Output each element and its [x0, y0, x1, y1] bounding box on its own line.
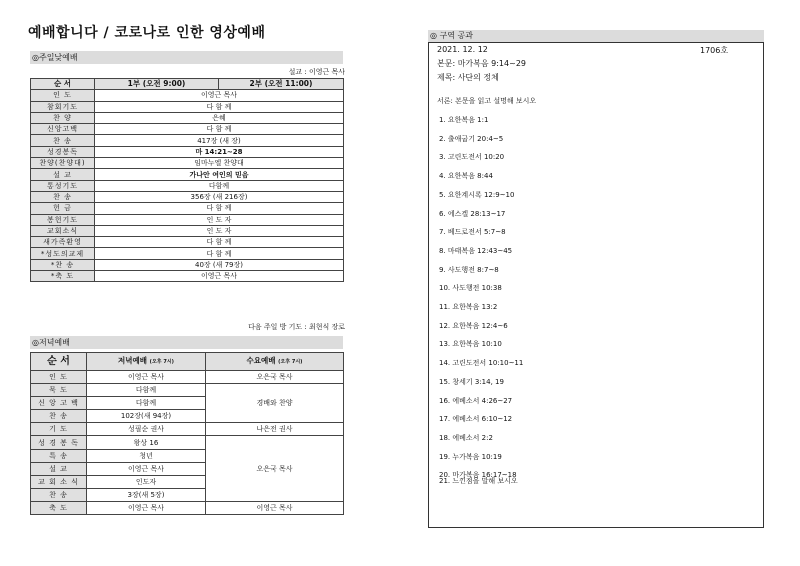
row-label: 교 회 소 식: [31, 475, 87, 488]
row-label: 통성기도: [31, 180, 95, 191]
row-label: 찬 송: [31, 488, 87, 501]
evening-cell: 다함께: [87, 397, 206, 410]
evening-cell: 인도자: [87, 475, 206, 488]
evening-cell: 다함께: [87, 384, 206, 397]
evening-cell: 102장(새 94장): [87, 410, 206, 423]
table-row: [31, 180, 344, 191]
list-item: 16. 에베소서 4:26~27: [439, 396, 513, 405]
row-label: 찬 송: [31, 135, 95, 146]
wednesday-cell: 이영근 목사: [206, 501, 344, 514]
study-date: 2021. 12. 12: [437, 45, 488, 54]
table-row: [31, 112, 344, 123]
list-item: 13. 요한복음 10:10: [439, 340, 502, 349]
row-value: 다함께: [95, 180, 344, 191]
list-item: 14. 고린도전서 10:10~11: [439, 359, 524, 368]
wednesday-cell: 나은전 권사: [206, 423, 344, 436]
row-label: 헌 금: [31, 203, 95, 214]
row-label: 묵 도: [31, 384, 87, 397]
row-label: 찬 양: [31, 112, 95, 123]
row-value: 이영근 목사: [95, 271, 344, 282]
row-value: 다 함 께: [95, 101, 344, 112]
row-label: 신 앙 고 백: [31, 397, 87, 410]
table-row: [31, 169, 344, 180]
final-question: 21. 느낀점을 말해 보시오: [439, 477, 518, 485]
evening-title: 저녁예배: [118, 356, 148, 365]
wednesday-cell: 오은국 목사: [206, 436, 344, 501]
row-value: 다 함 께: [95, 203, 344, 214]
table-row: [31, 191, 344, 202]
list-item: 10. 사도행전 10:38: [439, 284, 502, 293]
row-value: 다 함 께: [95, 237, 344, 248]
header-first-service: 1부 (오전 9:00): [95, 79, 219, 90]
wednesday-title: 수요예배: [246, 356, 276, 365]
table-row: [31, 271, 344, 282]
row-value: 417장 (새 장): [95, 135, 344, 146]
preacher-line: 설교 : 이영근 목사: [288, 68, 345, 76]
evening-cell: 청년: [87, 449, 206, 462]
morning-section-header: ◎주일낮예배: [30, 51, 343, 64]
wednesday-time: (오후 7시): [278, 359, 303, 365]
row-value: 이영근 목사: [95, 90, 344, 101]
table-row: [31, 146, 344, 157]
study-instruction: 서론: 본문을 읽고 설명해 보시오: [437, 97, 537, 105]
row-label: 축 도: [31, 501, 87, 514]
issue-number: 1706호: [700, 46, 729, 55]
table-row: [31, 214, 344, 225]
row-value: 40장 (새 79장): [95, 259, 344, 270]
table-row: [31, 248, 344, 259]
row-label: *축 도: [31, 271, 95, 282]
row-label: 특 송: [31, 449, 87, 462]
row-label: 봉헌기도: [31, 214, 95, 225]
table-row: [31, 259, 344, 270]
row-value: 가나안 여인의 믿음: [95, 169, 344, 180]
table-row: [31, 203, 344, 214]
table-row: [31, 90, 344, 101]
evening-cell: 이영근 목사: [87, 371, 206, 384]
list-item: 4. 요한복음 8:44: [439, 172, 493, 181]
list-item: 20. 마가복음 16:17~18: [439, 471, 517, 480]
evening-cell: 3장(새 5장): [87, 488, 206, 501]
table-row: [31, 124, 344, 135]
header-second-service: 2부 (오전 11:00): [219, 79, 344, 90]
row-label: 참회기도: [31, 101, 95, 112]
table-row: [31, 436, 344, 449]
row-label: 새가족환영: [31, 237, 95, 248]
morning-service-table: [30, 78, 344, 282]
list-item: 11. 요한복음 13:2: [439, 303, 498, 311]
row-label: 설 교: [31, 169, 95, 180]
study-section-header: ◎ 구역 공과: [428, 30, 764, 42]
list-item: 15. 창세기 3:14, 19: [439, 377, 504, 386]
row-label: 교회소식: [31, 225, 95, 236]
table-row: [31, 423, 344, 436]
header-evening-service: [87, 353, 206, 371]
evening-cell: 왕상 16: [87, 436, 206, 449]
list-item: 3. 고린도전서 10:20: [439, 153, 505, 162]
list-item: 17. 에베소서 6:10~12: [439, 415, 513, 424]
row-label: 신앙고백: [31, 124, 95, 135]
evening-section-header: ◎저녁예배: [30, 336, 343, 349]
list-item: 9. 사도행전 8:7~8: [439, 265, 499, 274]
evening-time: (오후 7시): [149, 359, 174, 365]
list-item: 18. 에베소서 2:2: [439, 433, 493, 442]
row-label: 설 교: [31, 462, 87, 475]
row-label: 성경봉독: [31, 146, 95, 157]
row-label: 찬 송: [31, 191, 95, 202]
list-item: 2. 출애굽기 20:4~5: [439, 134, 504, 143]
list-item: 7. 베드로전서 5:7~8: [439, 228, 506, 237]
page-title: 예배합니다 / 코로나로 인한 영상예배: [28, 25, 266, 41]
row-label: 인 도: [31, 371, 87, 384]
row-label: 기 도: [31, 423, 87, 436]
row-value: 356장 (새 216장): [95, 191, 344, 202]
evening-cell: 이영근 목사: [87, 462, 206, 475]
wednesday-cell: 오은국 목사: [206, 371, 344, 384]
header-order: 순 서: [31, 353, 87, 371]
table-row: [31, 371, 344, 384]
list-item: 5. 요한계시록 12:9~10: [439, 190, 515, 199]
list-item: 12. 요한복음 12:4~6: [439, 321, 508, 330]
row-value: 은혜: [95, 112, 344, 123]
row-label: 성 경 봉 독: [31, 436, 87, 449]
sermon-title: 제목: 사단의 정체: [437, 73, 499, 82]
row-label: *찬 송: [31, 259, 95, 270]
row-label: 찬양(찬양대): [31, 158, 95, 169]
row-value: 다 함 께: [95, 124, 344, 135]
table-row: [31, 501, 344, 514]
list-item: 19. 누가복음 10:19: [439, 452, 502, 461]
header-wednesday-service: [206, 353, 344, 371]
table-row: [31, 158, 344, 169]
table-header-row: [31, 353, 344, 371]
table-row: [31, 237, 344, 248]
table-row: [31, 225, 344, 236]
row-value: 인 도 자: [95, 225, 344, 236]
row-label: 인 도: [31, 90, 95, 101]
header-order: 순 서: [31, 79, 95, 90]
table-row: [31, 101, 344, 112]
table-row: [31, 135, 344, 146]
list-item: 1. 요한복음 1:1: [439, 116, 489, 124]
list-item: 8. 마태복음 12:43~45: [439, 246, 513, 255]
list-item: 6. 에스겔 28:13~17: [439, 209, 506, 218]
row-value: 인 도 자: [95, 214, 344, 225]
table-row: [31, 384, 344, 397]
table-header-row: [31, 79, 344, 90]
row-value: 다 함 께: [95, 248, 344, 259]
study-passage: 본문: 마가복음 9:14~29: [437, 59, 526, 68]
row-value: 마 14:21~28: [95, 146, 344, 157]
next-week-prayer: 다음 주일 방 기도 : 최현식 장로: [248, 323, 345, 331]
row-label: *성도의교제: [31, 248, 95, 259]
evening-cell: 이영근 목사: [87, 501, 206, 514]
row-value: 임마누엘 찬양대: [95, 158, 344, 169]
wednesday-cell: 경배와 찬양: [206, 384, 344, 423]
row-label: 찬 송: [31, 410, 87, 423]
evening-cell: 성필순 권사: [87, 423, 206, 436]
evening-service-table: [30, 352, 344, 515]
